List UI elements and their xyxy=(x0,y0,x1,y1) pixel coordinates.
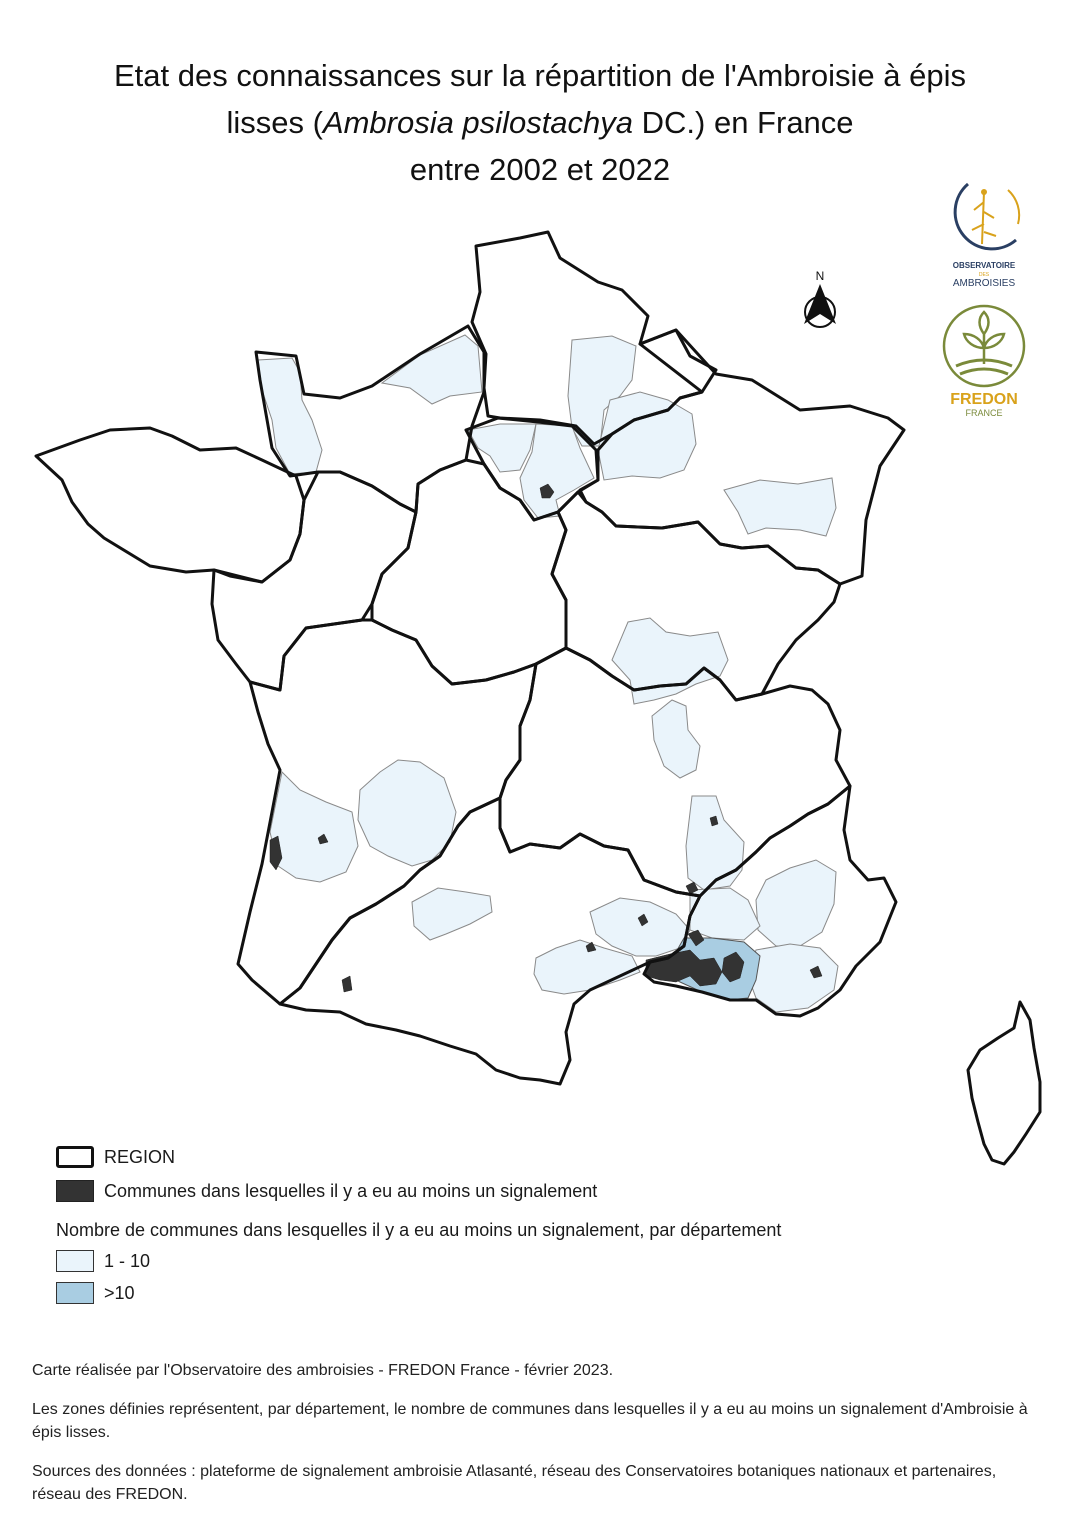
region-corse xyxy=(968,1002,1040,1164)
footer-sources: Sources des données : plateforme de signalement ambroisie Atlasanté, réseau des Conservatoires botaniques nationaux et partenaires, réseau des FREDON. xyxy=(32,1463,997,1503)
title-line-2-prefix: lisses ( xyxy=(226,105,323,140)
department-fills xyxy=(258,335,838,1012)
fredon-logo-line1: FREDON xyxy=(950,391,1018,408)
legend-class-low-swatch xyxy=(56,1250,94,1272)
department-gard xyxy=(590,898,690,956)
observatoire-logo-line1: OBSERVATOIRE xyxy=(952,261,1016,270)
footer-explanation: Les zones définies représentent, par département, le nombre de communes dans lesquelles il y a eu au moins un signalement d'Ambroisie à épis lisses. xyxy=(32,1401,1028,1441)
title-line-3: entre 2002 et 2022 xyxy=(409,152,671,187)
title-line-2-suffix: DC.) en France xyxy=(633,105,854,140)
region-borders xyxy=(36,232,1040,1164)
legend-communes xyxy=(56,1180,597,1202)
observatoire-logo xyxy=(938,172,1030,292)
legend-region-label: REGION xyxy=(104,1146,176,1167)
department-drome xyxy=(686,796,744,890)
legend-class-high xyxy=(56,1282,135,1304)
legend-region-swatch xyxy=(56,1146,94,1168)
legend-class-low xyxy=(56,1250,150,1272)
department-meurthe-et-moselle xyxy=(724,478,836,536)
legend-count-title xyxy=(56,1220,781,1241)
legend-communes-swatch xyxy=(56,1180,94,1202)
region-pays-de-la-loire xyxy=(212,472,416,690)
department-dordogne xyxy=(358,760,456,866)
observatoire-logo-line2: DES xyxy=(978,272,990,278)
department-saone-et-loire xyxy=(612,618,728,704)
legend-communes-label: Communes dans lesquelles il y a eu au moins un signalement xyxy=(104,1180,598,1201)
north-arrow-label: N xyxy=(815,269,825,283)
region-bretagne xyxy=(36,428,304,582)
department-tarn-et-garonne xyxy=(412,888,492,940)
legend-class-high-swatch xyxy=(56,1282,94,1304)
ragweed-plant-icon xyxy=(972,192,996,244)
fredon-logo xyxy=(938,304,1030,424)
department-marne xyxy=(598,392,696,480)
department-alpes-de-haute-provence xyxy=(756,860,836,946)
legend-count-title-label: Nombre de communes dans lesquelles il y a eu au moins un signalement, par département xyxy=(56,1220,782,1240)
logo-arc-accent-icon xyxy=(1008,190,1019,224)
observatoire-logo-line3: AMBROISIES xyxy=(952,278,1016,289)
legend-class-high-label: >10 xyxy=(104,1282,135,1303)
fredon-logo-line2: FRANCE xyxy=(965,408,1003,418)
commune-landes xyxy=(342,976,352,992)
species-name: Ambrosia psilostachya xyxy=(322,105,634,140)
department-rhone xyxy=(652,700,700,778)
north-arrow xyxy=(800,268,840,330)
compass-arrow-icon xyxy=(804,284,836,324)
legend-class-low-label: 1 - 10 xyxy=(104,1250,151,1271)
footer-credit: Carte réalisée par l'Observatoire des ambroisies - FREDON France - février 2023. xyxy=(32,1362,614,1379)
ragweed-flower-icon xyxy=(981,189,987,195)
department-gironde xyxy=(270,772,358,882)
plant-sprout-icon xyxy=(964,312,1004,364)
title-line-1: Etat des connaissances sur la répartition de l'Ambroisie à épis xyxy=(114,58,966,93)
legend-region xyxy=(56,1146,175,1168)
